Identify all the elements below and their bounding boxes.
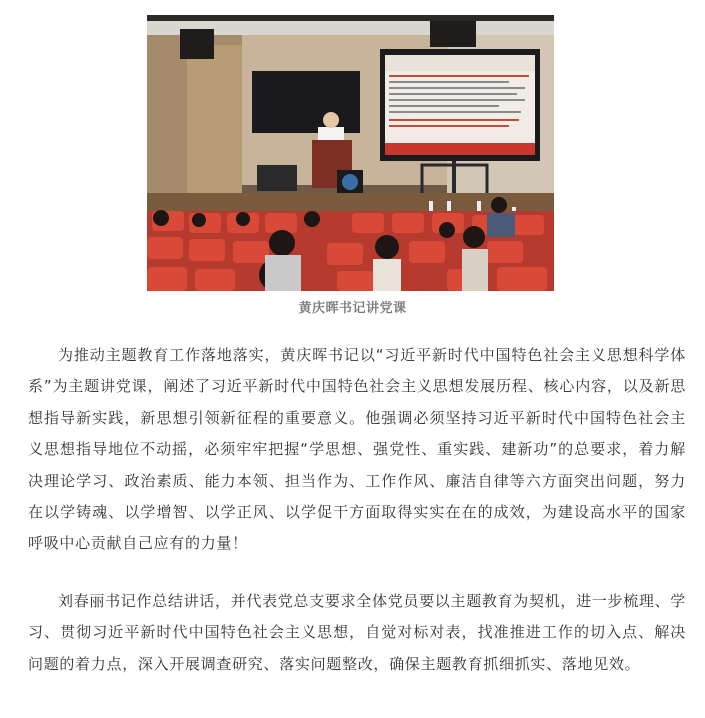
paragraph-2: 刘春丽书记作总结讲话，并代表党总支要求全体党员要以主题教育为契机，进一步梳理、学习、贯彻习近平新时代中国特色社会主义思想，自觉对标对表，找准推进工作的切入点、解决问题的着力点，深入开展调查研究、落实问题整改，确保主题教育抓细抓实、落地见效。 bbox=[28, 592, 687, 673]
paragraph-1: 为推动主题教育工作落地落实，黄庆晖书记以“习近平新时代中国特色社会主义思想科学体系”为主题讲党课，阐述了习近平新时代中国特色社会主义思想发展历程、核心内容，以及新思想指导新实践，新思想引领新征程的重要意义。他强调必须坚持习近平新时代中国特色社会主义思想指导地位不动摇，必须牢牢把握“学思想、强党性、重实践、建新功”的总要求，着力解决理论学习、政治素质、能力本领、担当作为、工作作风、廉洁自律等六方面突出问题，努力在以学铸魂、以学增智、以学正风、以学促干方面取得实实在在的成效，为建设高水平的国家呼吸中心贡献自己应有的力量！ bbox=[28, 346, 686, 553]
lecture-photo bbox=[147, 15, 554, 291]
photo-caption: 黄庆晖书记讲党课 bbox=[298, 301, 407, 316]
